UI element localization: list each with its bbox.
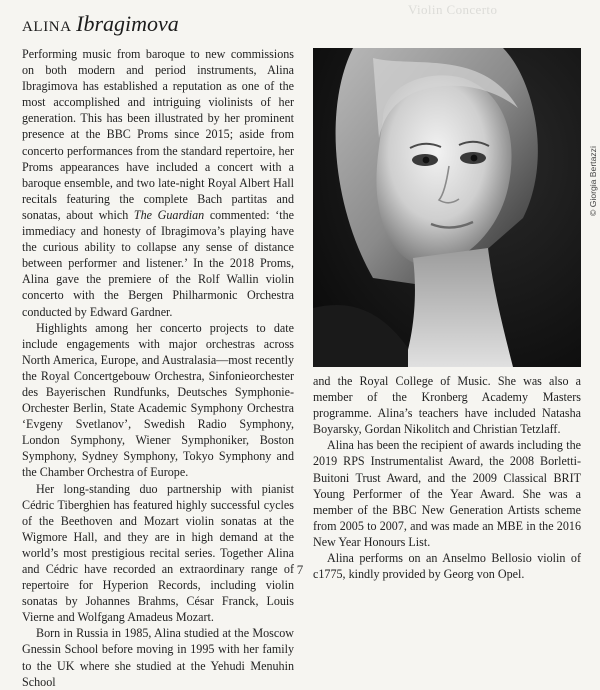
portrait-photo: [313, 48, 581, 367]
page-title: [22, 12, 179, 39]
paragraph: Her long-standing duo partnership with pianist Cédric Tiberghien has featured highly successful cycles of the Beethoven and Mozart violin sonatas at the Wigmore Hall, and they are in high demand at the world’s most prestigious recital series. Together Alina and Cédric have recorded an extraordinary range of repertoire for Hyperion Records, including violin sonatas by Johannes Brahms, César Franck, Louis Vierne and Wolfgang Amadeus Mozart.: [22, 481, 294, 625]
photo-credit: © Giorgia Bertazzi: [588, 146, 598, 216]
title-last-name: Ibragimova: [76, 11, 179, 36]
paragraph-text: commented: ‘the immediacy and honesty of Ibragimova’s playing have the curious ability to collapse any sense of distance between performer and listener.’ In the 2018 Proms, Alina gave the premiere of the Rolf Wallin violin concerto with the Bergen Philharmonic Orchestra conducted by Edward Gardner.: [22, 207, 294, 319]
paragraph-text: Performing music from baroque to new commissions on both modern and period instruments, Alina Ibragimova has established a reputation as one of the most accomplished and intriguing violinists of her generation. This has been illustrated by her prominent presence at the BBC Proms since 2015; aside from concerto performances from the standard repertoire, her Proms appearances have included a concert with a baroque ensemble, and two late-night Royal Albert Hall recitals featuring the complete Bach partitas and sonatas, about which: [22, 47, 294, 222]
page-number: 7: [296, 562, 304, 577]
left-text-column: [22, 46, 294, 690]
paragraph: Alina has been the recipient of awards including the 2019 RPS Instrumentalist Award, the 2008 Borletti-Buitoni Trust Award, and the 2009 Classical BRIT Young Performer of the Year Award. She was a member of the BBC New Generation Artists scheme from 2005 to 2007, and was made an MBE in the 2016 New Year Honours List.: [313, 438, 581, 549]
bleed-through-text: Violin Concerto: [408, 2, 498, 17]
paragraph: Born in Russia in 1985, Alina studied at the Moscow Gnessin School before moving in 1995 with her family to the UK where she studied at the Yehudi Menuhin School: [22, 626, 294, 689]
right-text-column: [313, 373, 581, 582]
paragraph: Highlights among her concerto projects to date include engagements with major orchestras across North America, Europe, and Australasia—most recently the Royal Concertgebouw Orchestra, Sinfonieorchester des Bayerischen Rundfunks, Deutsches Symphonie-Orchester Berlin, State Academic Symphony Orchestra ‘Evgeny Svetlanov’, Swedish Radio Symphony, London Symphony, Wiener Symphoniker, Boston Symphony, Sydney Symphony, Tokyo Symphony and the Chamber Orchestra of Europe.: [22, 320, 294, 480]
title-first-name: ALINA: [22, 19, 72, 35]
paragraph: [22, 46, 294, 320]
paragraph: Alina performs on an Anselmo Bellosio violin of c1775, kindly provided by Georg von Opel.: [313, 551, 581, 582]
paragraph: and the Royal College of Music. She was also a member of the Kronberg Academy Masters programme. Alina’s teachers have included Natasha Boyarsky, Gordan Nikolitch and Christian Tetzlaff.: [313, 374, 581, 437]
publication-title: The Guardian: [133, 207, 205, 222]
